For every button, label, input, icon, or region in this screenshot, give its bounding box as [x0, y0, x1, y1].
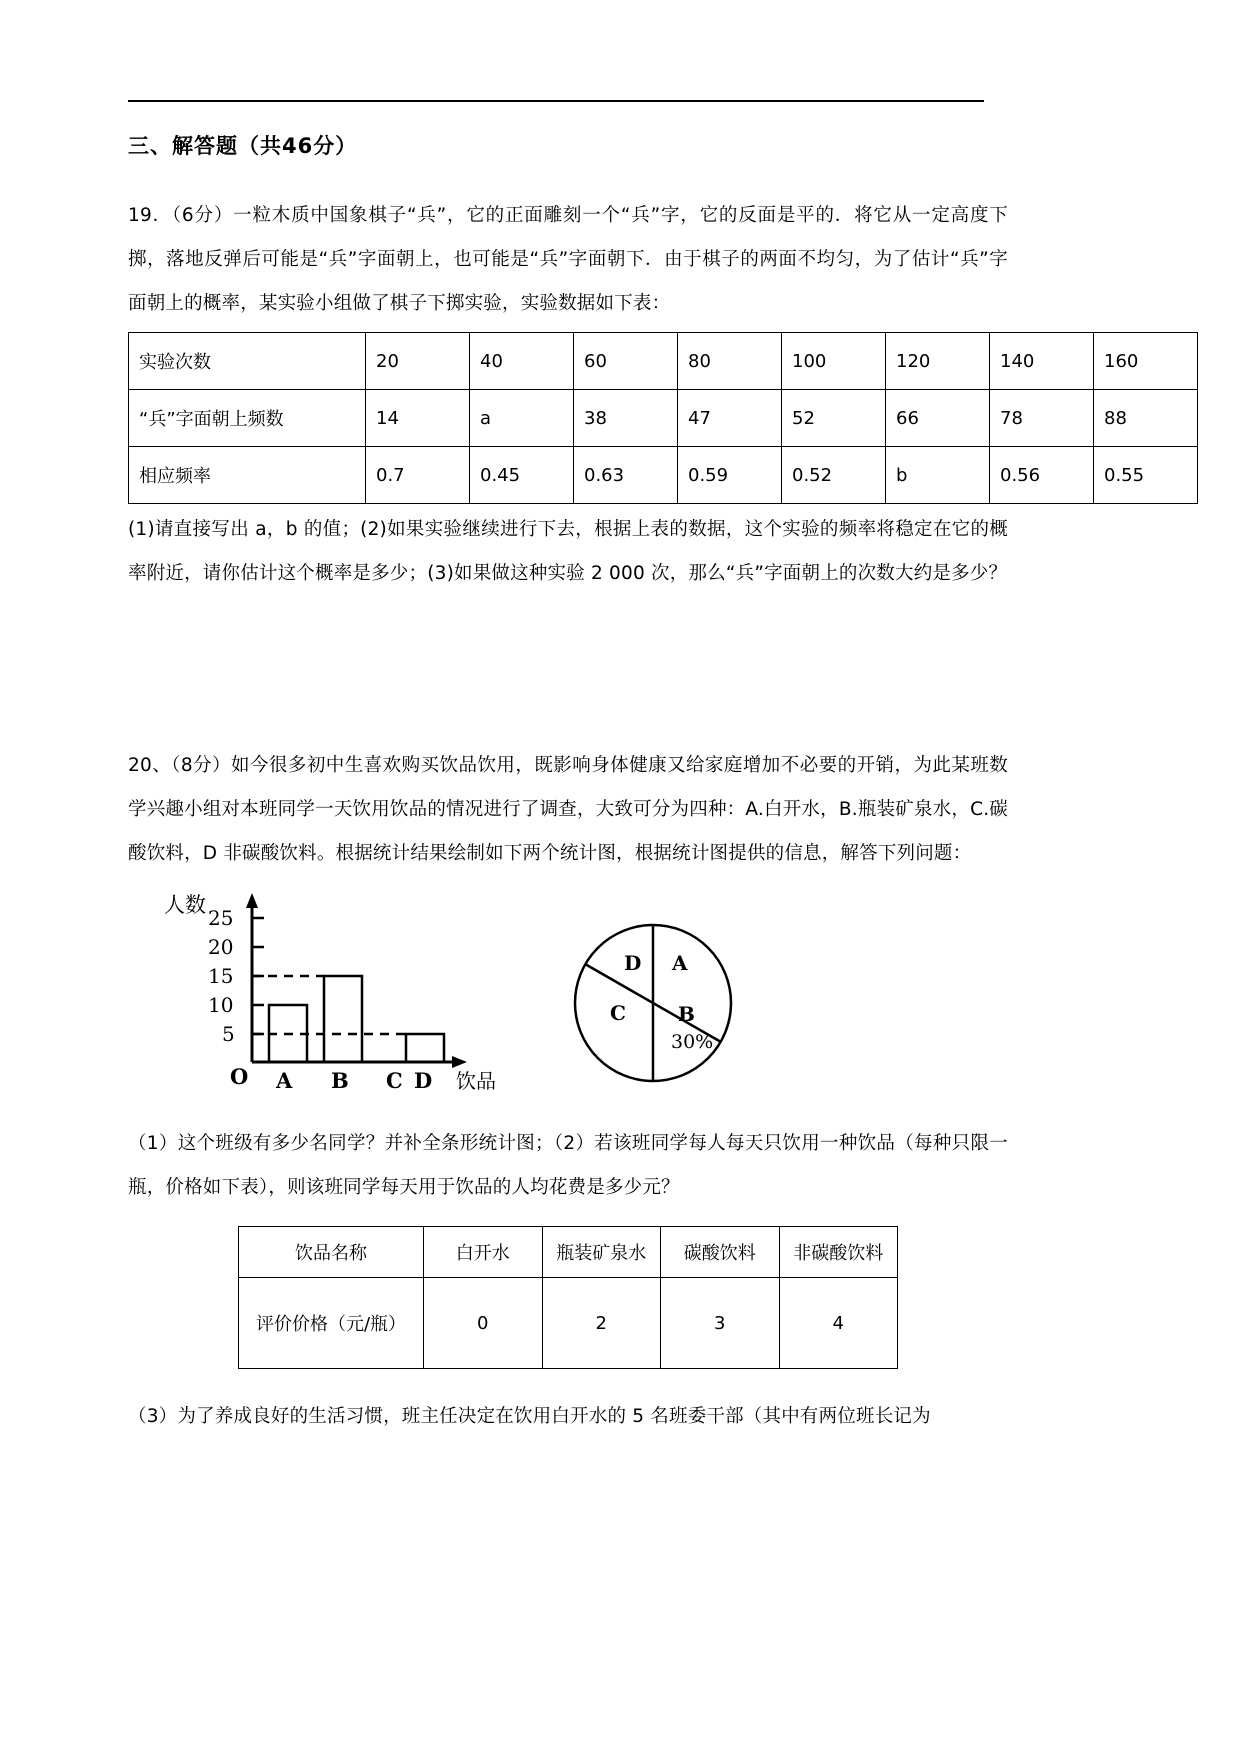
cell: 80: [678, 333, 782, 390]
cell: 0.59: [678, 447, 782, 504]
cell: b: [886, 447, 990, 504]
cell: 100: [782, 333, 886, 390]
row-label: 实验次数: [129, 333, 366, 390]
cell: 52: [782, 390, 886, 447]
cell: 88: [1094, 390, 1198, 447]
experiment-data-table: [128, 332, 1198, 504]
cell: 78: [990, 390, 1094, 447]
ytick-20: 20: [208, 935, 234, 959]
cell: a: [470, 390, 574, 447]
ytick-5: 5: [222, 1022, 235, 1046]
ytick-25: 25: [208, 906, 234, 930]
origin-label: O: [230, 1064, 249, 1089]
ytick-15: 15: [208, 964, 234, 988]
cell: 47: [678, 390, 782, 447]
cell: 40: [470, 333, 574, 390]
statistics-figures: [128, 890, 1008, 1122]
row-label: 评价价格（元/瓶）: [239, 1278, 424, 1369]
pie-chart-svg: [548, 898, 758, 1108]
cell: 14: [366, 390, 470, 447]
pie-label-B-percent: 30%: [671, 1031, 714, 1053]
bar-chart: [156, 890, 516, 1120]
pie-label-A: A: [672, 951, 688, 975]
problem-19-questions: (1)请直接写出 a，b 的值；(2)如果实验继续进行下去，根据上表的数据，这个实验的频率将稳定在它的概率附近，请你估计这个概率是多少；(3)如果做这种实验 2 000 次，那么“兵”字面朝上的次数大约是多少？: [128, 519, 1008, 584]
bar-chart-xlabel: 饮品: [456, 1069, 496, 1093]
pie-label-B: B: [678, 1002, 695, 1026]
xtick-B: B: [331, 1068, 349, 1093]
answer-space-19: [128, 596, 1008, 744]
header-cell: 碳酸饮料: [661, 1227, 780, 1278]
ytick-10: 10: [208, 993, 234, 1017]
cell: 0.63: [574, 447, 678, 504]
bar-D: [406, 1034, 444, 1062]
row-label: 相应频率: [129, 447, 366, 504]
cell: 0.56: [990, 447, 1094, 504]
problem-20-question-3: （3）为了养成良好的生活习惯，班主任决定在饮用白开水的 5 名班委干部（其中有两位班长记为: [128, 1406, 931, 1427]
cell: 0.7: [366, 447, 470, 504]
y-axis-arrow: [246, 893, 258, 908]
bar-B: [324, 976, 362, 1062]
cell: 0.55: [1094, 447, 1198, 504]
problem-20-question-1-2: （1）这个班级有多少名同学？并补全条形统计图；（2）若该班同学每人每天只饮用一种饮品（每种只限一瓶，价格如下表），则该班同学每天用于饮品的人均花费是多少元？: [128, 1133, 1008, 1198]
table-row: [129, 333, 1198, 390]
xtick-A: A: [276, 1068, 293, 1093]
cell: 0: [424, 1278, 543, 1369]
cell: 2: [542, 1278, 661, 1369]
header-rule: [128, 100, 984, 102]
pie-divider-CD: [585, 964, 653, 1003]
cell: 120: [886, 333, 990, 390]
header-cell: 瓶装矿泉水: [542, 1227, 661, 1278]
page-title: 三、解答题（共46分）: [128, 134, 358, 158]
bar-chart-svg: [156, 890, 516, 1115]
table-row: [239, 1227, 898, 1278]
header-cell: 白开水: [424, 1227, 543, 1278]
table-row: [129, 390, 1198, 447]
x-axis-arrow: [452, 1056, 467, 1068]
xtick-C: C: [386, 1068, 403, 1093]
header-cell: 饮品名称: [239, 1227, 424, 1278]
pie-label-D: D: [624, 951, 642, 975]
spacer: [128, 1369, 1008, 1395]
pie-label-C: C: [610, 1001, 626, 1025]
header-cell: 非碳酸饮料: [779, 1227, 898, 1278]
bar-chart-ylabel: 人数: [164, 893, 206, 917]
cell: 160: [1094, 333, 1198, 390]
problem-19-statement: 19．（6分）一粒木质中国象棋子“兵”，它的正面雕刻一个“兵”字，它的反面是平的．将它从一定高度下掷，落地反弹后可能是“兵”字面朝上，也可能是“兵”字面朝下．由于棋子的两面不均匀，为了估计“兵”字面朝上的概率，某实验小组做了棋子下掷实验，实验数据如下表：: [128, 205, 1008, 314]
cell: 66: [886, 390, 990, 447]
cell: 20: [366, 333, 470, 390]
cell: 0.45: [470, 447, 574, 504]
cell: 0.52: [782, 447, 886, 504]
cell: 140: [990, 333, 1094, 390]
problem-20-statement: 20、（8分）如今很多初中生喜欢购买饮品饮用，既影响身体健康又给家庭增加不必要的开销，为此某班数学兴趣小组对本班同学一天饮用饮品的情况进行了调查，大致可分为四种：A.白开水，B.瓶装矿泉水，C.碳酸饮料，D 非碳酸饮料。根据统计结果绘制如下两个统计图，根据统计图提供的信息，解答下列问题：: [128, 755, 1008, 864]
pie-chart: [548, 898, 758, 1113]
page-content: [128, 130, 1145, 1439]
row-label: “兵”字面朝上频数: [129, 390, 366, 447]
cell: 38: [574, 390, 678, 447]
table-row: [129, 447, 1198, 504]
cell: 3: [661, 1278, 780, 1369]
cell: 4: [779, 1278, 898, 1369]
beverage-price-table: [238, 1226, 898, 1369]
xtick-D: D: [414, 1068, 433, 1093]
table-row: [239, 1278, 898, 1369]
cell: 60: [574, 333, 678, 390]
